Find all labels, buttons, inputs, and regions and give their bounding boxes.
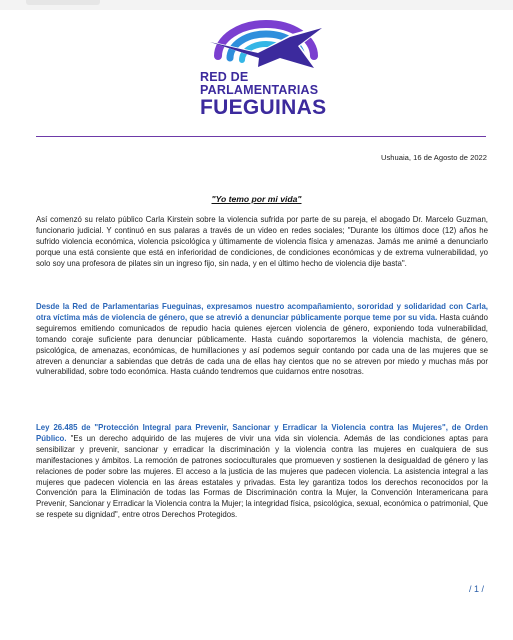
organization-logo <box>196 12 336 124</box>
document-date: Ushuaia, 16 de Agosto de 2022 <box>381 153 487 162</box>
viewer-top-bar <box>0 0 513 10</box>
logo-line-3: FUEGUINAS <box>200 96 327 119</box>
paragraph-2-lead: Desde la Red de Parlamentarias Fueguinas, expresamos nuestro acompañamiento, sororidad y solidaridad con Carla, otra víctima más de violencia de género, que se atrevió a denunciar públicamente porque teme por su vida. <box>36 302 488 322</box>
paragraph-1: Así comenzó su relato público Carla Kirstein sobre la violencia sufrida por parte de su pareja, el abogado Dr. Marcelo Guzman, funcionario judicial. Y continuó en sus palaras a través de un video en redes sociales; "Durante los últimos doce (12) años he sufrido violencia económica, violencia psicológica y últimamente de violencia física y amenazas. Jamás me animé a denunciarlo porque una está consiente que está en inferioridad de condiciones, de condiciones económicas y de extrema vulnerabilidad, yo solo soy una profesora de pilates sin un ingreso fijo, sin nada, y en el último hecho de violencia dije basta". <box>36 215 488 268</box>
paragraph-2 <box>36 302 488 378</box>
page-number: / 1 / <box>469 584 485 594</box>
logo-text <box>200 71 340 118</box>
paragraph-3 <box>36 423 488 521</box>
paragraph-3-lead: Ley 26.485 de "Protección Integral para Prevenir, Sancionar y Erradicar la Violencia contra las Mujeres", de Orden Público. <box>36 423 488 443</box>
paragraph-2-body: Hasta cuándo seguiremos emitiendo comunicados de repudio hacia quienes ejercen violencia de género, exponiendo toda vulnerabilidad, tomando coraje suficiente para denunciar públicamente. Hasta cuándo soportaremos la violencia machista, de género, psicológica, de amenazas, económicas, de humillaciones y así podemos seguir contando por cada una de las mujeres que se atreven a denunciar a sabiendas que detrás de cada una de ellas hay cientos que no se atreven por miedo y muchas más por vulnerabilidad, sobre todo económica. Hasta cuándo tendremos que cuidarnos entre nosotras. <box>36 312 488 377</box>
viewer-tab[interactable] <box>26 0 100 5</box>
header-divider <box>36 136 486 137</box>
paragraph-3-body: "Es un derecho adquirido de las mujeres de vivir una vida sin violencia. Además de las condiciones aptas para sensibilizar y prevenir, sancionar y erradicar la discriminación y la violencia contra las mujeres en cualquiera de sus manifestaciones y ámbitos. La remoción de patrones socioculturales que promueven y sostienen la desigualdad de género y las relaciones de poder sobre las mujeres. El acceso a la justicia de las mujeres que padecen violencia. La asistencia integral a las mujeres que padecen violencia en las áreas estatales y privadas. Esta ley garantiza todos los derechos reconocidos por la Convención para la Eliminación de todas las Formas de Discriminación contra la Mujer, la Convención Interamericana para Prevenir, Sancionar y Erradicar la Violencia contra la Mujer; la integridad física, psicológica, sexual, económica o patrimonial, Que se respete su dignidad", entre otros Derechos Protegidos. <box>36 433 488 520</box>
logo-line-1: RED DE <box>200 70 249 84</box>
logo-line-2: PARLAMENTARIAS <box>200 82 319 97</box>
document-title <box>0 194 513 204</box>
document-title-text: "Yo temo por mi vida" <box>211 194 302 204</box>
